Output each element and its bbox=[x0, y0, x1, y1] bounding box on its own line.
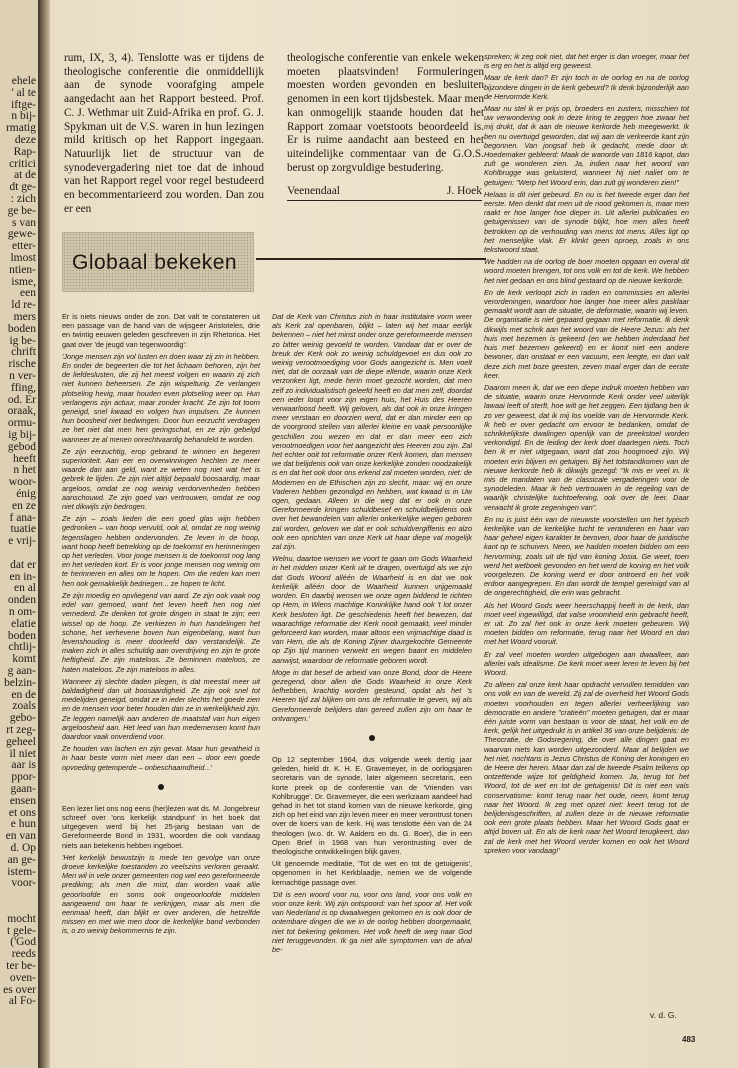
col3-quote-paragraph: Maar de kerk dan? Er zijn toch in de oorlog en na de oorlog bijzondere dingen in de kerk gebeurd? Ik denk bijzonderlijk aan de Hervormde Kerk. bbox=[484, 73, 689, 101]
facing-page-fragment: gaan- bbox=[10, 783, 36, 795]
facing-page-fragment: Rap- bbox=[13, 145, 36, 158]
facing-page-fragment: isme, bbox=[11, 275, 36, 288]
facing-page-fragment: ter be- bbox=[6, 960, 36, 972]
facing-page-fragment: rmatig bbox=[5, 122, 36, 135]
facing-page-fragment: oraak, bbox=[7, 405, 36, 418]
facing-page-fragment: f ana- bbox=[9, 511, 36, 524]
closing-initials: v. d. G. bbox=[650, 1010, 677, 1020]
facing-page-fragment: een bbox=[20, 287, 36, 300]
top-left-column: rum, IX, 3, 4). Tenslotte was er tijdens de theologische conferentie die onmiddellijk aan de synode voorafging ampele aangedacht aan het Rapport besteed. Prof. C. J. Wethmar uit Zuid-Afrika en prof. G. J. Spykman uit de V.S. waren in hun lezingen mild kritisch op het Rapport ingegaan. Natuurlijk liet de structuur van de synodevergadering niet toe dat de inhoud van het Rapport regel voor regel bestudeerd en becommentarieerd zou worden. Dan zou er een bbox=[64, 52, 264, 215]
facing-page-fragment: voor- bbox=[11, 877, 36, 890]
facing-page-fragment: boden bbox=[7, 322, 36, 335]
facing-page-fragment: aar is bbox=[11, 759, 36, 772]
section-title: Globaal bekeken bbox=[72, 251, 238, 274]
col2-quote-paragraph: 'Dit is een woord voor nu, voor ons land, voor ons volk en voor onze kerk. Wij zijn ontspoord: van het spoor af. Het volk van Nederland is op dwaalwegen gekomen en is ook door de ontembare dingen die we in de oorlog hebben doorgemaakt, niet tot bekering gekomen. Het volk heeft de weg naar God niet teruggevonden. Ik ga niet alle symptomen van de afval be- bbox=[272, 889, 472, 954]
col1-quote-paragraph: Ze zijn – zoals lieden die een goed glas wijn hebben gedronken – van hoop vervuld, ook al, omdat ze nog weinig tegenslagen hebben ondervonden. Ze leven in de hoop, want hoop heeft betrekking op de toekomst en herinneringen op het verleden. Voor jonge mensen is de toekomst nog lang en het verleden kort. Er is voor jonge mensen nog weinig om te herinneren en alles om te hopen. Om die reden kan men hen ook gemakkelijk bedriegen... ze hopen te licht. bbox=[62, 514, 260, 588]
facing-page-fragment: komt bbox=[12, 653, 36, 666]
facing-page-fragment: ld re- bbox=[11, 299, 36, 312]
facing-page-fragment: t gele- bbox=[6, 924, 36, 937]
facing-page-fragment: en van bbox=[5, 830, 36, 843]
col2-quote-paragraph: Dat de Kerk van Christus zich in haar institutaire vorm weer als Kerk zal openbaren, blijkt – laten wij het maar eerlijk bekennen – niet het minst onder onze gereformeerde mensen zo bitter weinig gevoeld te worden. Vandaar dat er over de breuk der Kerk ook zo weinig schuldgevoel en dus ook zo weinig verootmoediging voor Gods aangezicht is. Men voelt niet, dat de oorzaak van de diepe ellende, waarin onze Kerk verzonken ligt, mede herin moet gezocht worden, dat men zelf zo individualistisch geleefd heeft en dat men zelf, doordat een ieder loopt voor zijn eigen huis, het Huis des Heeren verwaarloosd heeft. Wij geloven, als dat ook in onze kringen meer verstaan en doorzien werd, dat er dan minder een op de voorgrond stellen van allerlei kleine en vaak persoonlijke geschillen zou wezen en dat er dan meer een zich verootmoedigen voor het aangezicht des Heeren zou zijn. Zal het echter ooit tot reformatie onzer Kerk komen, dan mensen we dat belijdenis ook van onze kerkelijke zonden noodzakelijk is en dat het ook door ons erkend zal moeten worden, niet: de Modernen en de Ethischen zijn zo slecht, maar: wij en onze Vaderen hebben gezondigd en hebben, wat kwaad is in Uw ogen, gedaan. Alleen in die weg dat er ook in onze Gereformeerde kringen schuldbesef en schuldbelijdenis ook over het bewandelen van allerlei onkerkelijke wegen geboren zal worden, geloven we dat er ook schuldvergiffenis en alzo ook een oprichten van onze Kerk uit haar diepe val mogelijk zal zijn. bbox=[272, 312, 472, 552]
col1-quote-paragraph: Ze houden van lachen en zijn gevat. Maar hun gevatheid is in haar beste vorm niet meer dan een – door een goede opvoeding getemperde – onbeschaamdheid...' bbox=[62, 744, 260, 772]
col3-quote-paragraph: En nu is juist één van de nieuwste voorstellen om het typisch kerkelijke van de kerkelijke tucht te veranderen en haar van haar geheel eigen karakter te beroven, door haar de juridische kant op te schuiven. Neen, we hadden moeten bidden om een hervorming, zoals uit de tijd van koning Josia. Ge weet, toen werd het wetboek gevonden en het werd de koning en het volk voorgelezen. De koning werd er door ontroerd en het volk erdoor aangegrepen. En dan wordt de tempel gereinigd van al de ongerechtigheid, die erin was gebracht. bbox=[484, 514, 689, 598]
col3-quote-paragraph: En de kerk verloopt zich in raden en commissies en allerlei verordeningen, waardoor hoe langer hoe meer alles pasklaar gemaakt wordt aan de situatie, de deformatie, waarin wij leven. De organisatie is niet gepaard gegaan met reformatie. Ik denk dikwijls met schrik aan het woord van de Heere Jezus: als het huis met bezemen is gekeerd (en we hebben inderdaad het huis met bezemen gekeerd) en er komt niet een andere bewoner, dan onstaat er een vacuum, een leegte, en dan valt deze zich met boze geesten, zeven maal erger dan de eerste keer. bbox=[484, 287, 689, 380]
facing-page-fragment: n het bbox=[13, 464, 36, 477]
facing-page-fragment: s van bbox=[12, 216, 36, 229]
article-column-2 bbox=[272, 312, 472, 957]
col1-quote-paragraph: Wanneer zij slechte daden plegen, is dat meestal meer uit baldadigheid dan uit boosaardigheid. Ze zijn ook snel tot medelijden geneigd, omdat ze in ieder slechts het goede zien en de mensen voor beter houden dan ze in werkelijkheid zijn. Ze leggen namelijk aan anderen de maatstaf van hun eigen argeloosheid aan. Het leed van hun medemensen komt hun daardoor vaak onverdiend voor. bbox=[62, 676, 260, 741]
col1-paragraph: Er is niets nieuws onder de zon. Dat valt te constateren uit een passage van de hand van de wijsgeer Aristoteles, drie en twintig eeuwen geleden geschreven in zijn Rhetorica. Het gaat over 'de jeugd van tegenwoordig': bbox=[62, 312, 260, 349]
facing-page-fragment: at de bbox=[13, 169, 36, 182]
facing-page-fragment: onden bbox=[7, 594, 36, 607]
signature-rule bbox=[287, 200, 482, 201]
facing-page-fragment: ig bij- bbox=[8, 429, 36, 441]
facing-page-fragment: ensen bbox=[9, 794, 36, 807]
col2-paragraph: Op 12 september 1964, dus volgende week dertig jaar geleden, hield dr. K. H. E. Gravemeyer, in de oorlogsjaren secretaris van de synode, later algemeen secretaris, een korte preek op de conferentie van de 'Vrienden van Kohlbrugge'. Dr. Gravemeyer, die een werkzaam aandeel had gehad in het tot stand komen van de nieuwe kerkorde, ging zich op het eind van zijn leven meer en meer verontrust tonen over de koers van de kerk. Hij was tenslotte één van de 24 theologen (w.o. dr. W. Aalders en ds. G. Boer), die in een Open Brief in 1968 van hun verontrusting over de theologische ontwikkelingen blijk gaven. bbox=[272, 754, 472, 856]
col3-quote-paragraph: Helaas is dit niet gebeurd. En nu is het tweede erger dan het eerste. Men denkt dat men uit de nood gekomen is, maar men raakt er hoe langer hoe dieper in. Uit allerlei publicaties en getuigenissen van de synode blijkt, hoe men alles heeft betrokken op de verhouding van mens tot mens. Alles ligt op het menselijke vlak. Er klinkt geen oproep, zoals in ons tekstwoord staat. bbox=[484, 189, 689, 255]
facing-page-fragment: al Fo- bbox=[8, 995, 36, 1008]
col2-paragraph: Uit genoemde meditatie, 'Tot de wet en tot de getuigenis', opgenomen in het Kerkblaadje, nemen we de volgende kernachtige passage over. bbox=[272, 859, 472, 887]
col3-quote-paragraph: spreken; ik zeg ook niet, dat het erger is dan vroeger, maar het is erg en het is altijd erg geweest. bbox=[484, 52, 689, 71]
signature bbox=[287, 185, 482, 197]
col1-quote-paragraph: 'Jonge mensen zijn vol lusten en doen waar zij zin in hebben. En onder de begeerten die tot het lichaam behoren, zijn het de liefdeslusten, die zij het meest volgen en waarin zij zich niet kunnen beheersen. Ze zijn wispelturig. Ze verlangen plotseling hevig, maar houden even plotseling weer op. Hun verlangens zijn actuur, maar zonder kracht. Ze zijn tot toorn geneigd, snel kwaad en volgen hun impulsen. Ze kunnen hun boosheid niet bedwingen. Door hun eerzucht verdragen ze het niet dat men hen geringschat, en ze zijn gebelgd wanneer ze al menen onrechtvaardig behandeld te worden. bbox=[62, 351, 260, 444]
facing-page-fragment: heeft bbox=[13, 452, 36, 465]
facing-page-fragment: en ze bbox=[12, 499, 36, 512]
facing-page-fragment: etter- bbox=[11, 240, 36, 253]
facing-page-fragment: gewe- bbox=[7, 228, 36, 241]
facing-page-fragment: rische bbox=[8, 358, 36, 371]
facing-page-fragment: il niet bbox=[9, 747, 36, 760]
col3-quote-paragraph: Daarom meen ik, dat we een diepe indruk moeten hebben van de situatie, waarin onze Hervormde Kerk onder veel uiterlijk lawaai leeft of sterft, hoe wilt ge het zeggen. Een tijdlang ben ik zo ver geweest, dat ik mij los voelde van de Hervormde Kerk. Ik heb er over gedacht om ervoor te bedanken, omdat de schrikkelijkste dwalingen openlijk van de preekstoel worden verkondigd. En de leiding der kerk doet daartegen niets. Toch ben ik er niet uitgegaan, want dat zou hoogmoed zijn. Wij moeten erin blijven en getuigen. Bij het totstandkomen van de nieuwe kerkorde heb ik dikwijls gezegd: "Ik mis er veel in. Ik mis de mandaten van de classicale vergaderingen voor de synodeleden. Maar ik heb vertrouwen in de regeling van de waarlijk christelijke tuchtoefening, ook over de leer. Daar verwacht ik grote zegeningen van". bbox=[484, 382, 689, 512]
col3-quote-paragraph: Maar nu stel ik er prijs op, broeders en zusters, misschien tot uw verwondering ook in deze kring te zeggen hoe zwaar het mij drukt, dat ik aan de nieuwe kerkorde heb meegewerkt. Ik ben nu overtuigd geworden, dat wij aan de verkeerde kant zijn begonnen. Van jongsaf heb ik gedacht, mede door dr. Hoedemaker gebleerd: Maak de wanorde van 1816 kapot, dan zult ge wonderen zien. Ja, indien naar het woord van Kohlbrugge was geluisterd, wanneer hij niet naliet om te getuigen: "Werp het Woord erin, dan zult gij wonderen zien!" bbox=[484, 104, 689, 187]
article-column-3 bbox=[484, 52, 689, 858]
facing-page-fragment: rt zeg- bbox=[6, 724, 36, 736]
facing-page-fragment: ge be- bbox=[7, 204, 36, 217]
facing-page-fragment: et ons bbox=[8, 806, 36, 819]
facing-page-fragment: boden bbox=[7, 629, 36, 642]
section-separator-dot bbox=[158, 784, 164, 790]
col1-quote-paragraph: Ze zijn moedig en opvliegend van aard. Ze zijn ook vaak nog edel van gemoed, want het leven heeft hen nog niet vernederd. Ze denken tot grote dingen in staat te zijn; een wissel op de hoop. Ze verkiezen in hun handelingen het schone, het verhevene boven hun eigenbelang, want hun levenshouding is meer doorleefd dan verstandelijk. Ze maken zich in alles schuldig aan overdrijving en zijn te grote heftigheid. Ze zijn mateloos. Ze beminnen mateloos, ze haten mateloos. Ze zijn mateloos in alles. bbox=[62, 590, 260, 674]
col2-quote-paragraph: Welnu, daartoe wensen we voort te gaan om Gods Waarheid in het midden onzer Kerk uit te dragen, overtuigd als we zijn dat Gods Woord alléén de Waarheid is en dat we ook kerkelijk alléén door de Waarheid kunnen vrijgemaakt worden. En daarbij wensen we onze ogen biddend te richten op Hem, in Wiens machtige Koninklijke hand ook 't lot onzer Kerk besloten ligt. De geschiedenis heeft het bewezen, dat waarachtige reformatie der Kerk nooit gemaakt, veel minder geforceerd kan worden, maar altoos een vrijmachtige daad is van Hem, die als de Koning Zijner duurgekochte Gemeente op Zijn tijd mannen verwekt en wegen baant en middelen aanwijst, waardoor de reformatie geboren wordt. bbox=[272, 554, 472, 665]
facing-page-fragment: e hun bbox=[10, 818, 36, 831]
col2-quote-paragraph: Moge in dat besef de arbeid van onze Bond, door de Heere gezegend, door allen die Gods Waarheid in onze Kerk liefhebben, krachtig worden gesteund, opdat als het 's Heeren tijd zal blijken om ons de reformatie te geven, wij als Gereformeerde belijders dan gereed zullen zijn om haar te ontvangen.' bbox=[272, 667, 472, 723]
facing-page-fragment: deze bbox=[14, 134, 36, 146]
facing-page-fragment: mers bbox=[13, 311, 36, 323]
facing-page-fragment: en in- bbox=[9, 570, 36, 583]
facing-page-fragment: e vrij- bbox=[8, 535, 36, 548]
signature-place: Veenendaal bbox=[287, 185, 340, 197]
facing-page-fragment: en de bbox=[11, 688, 36, 701]
facing-page-fragment: lmost bbox=[10, 252, 36, 264]
facing-page-fragment: en al bbox=[13, 582, 36, 595]
section-separator-dot bbox=[369, 735, 375, 741]
facing-page-fragment: énig bbox=[16, 488, 36, 500]
facing-page-fragment: chtlij- bbox=[8, 641, 36, 654]
facing-page-strip bbox=[0, 0, 38, 1068]
col1-quote-paragraph: Ze zijn eerzuchtig, erop gebrand te winnen en begeren superioriteit. Aan eer en overwinningen hechten ze meer waarde dan aan geld, want ze weten nog niet wat het is gebrek te lijden. Ze zijn niet altijd bepaald boosaardig, maar argeloos, omdat ze nog weinig verdorvenheden hebben aanschouwd. Ze zijn goed van vertrouwen, omdat ze nog niet dikwijls zijn bedrogen. bbox=[62, 446, 260, 512]
facing-page-fragment: ntien- bbox=[9, 263, 36, 276]
facing-page-fragment: mocht bbox=[7, 912, 36, 925]
col1-quote-paragraph: 'Het kerkelijk bewustzijn is mede ten gevolge van onze droeve kerkelijke toestanden zo veelszins verloren geraakt. Men wil in vele onzer gemeenten nog wel een gereformeerde prediking; als men die mist, dan worden vaak allie geoorloofde en soms ook ongeoorloofde middelen aangewend om haar te verkrijgen, maar als men die eenmaal heeft, dan blijkt er over anderen, die hetzelfde missen en met wie men door de kerkelijke band verbonden is, o zo weinig bekommernis te zijn. bbox=[62, 852, 260, 936]
col3-quote-paragraph: Er zal veel moeten worden uitgebogen aan dwaalleer, aan allerlei vals idealisme. De kerk moet weer leren te leven bij het Woord. bbox=[484, 649, 689, 677]
facing-page-fragment: dt ge- bbox=[9, 181, 36, 194]
page-number: 483 bbox=[682, 1035, 696, 1044]
facing-page-fragment: n ver- bbox=[9, 370, 36, 382]
facing-page-fragment: dat er bbox=[10, 558, 36, 571]
top-middle-column: theologische conferentie van enkele weken moeten plaatsvinden! Formuleringen moesten worden gevonden en besluiten genomen in een kort tijdsbestek. Maar men kan onmogelijk staande houden dat het Rapport zomaar voetstoots beoordeeld is. Er is ruime aandacht aan besteed en het uiteindelijke commentaar van de G.O.S. berust op zorgvuldige bestudering. bbox=[287, 52, 484, 174]
facing-page-fragment: tuatie bbox=[10, 523, 36, 536]
col3-quote-paragraph: We hadden na de oorlog de boer moeten opgaan en overal dit woord moeten brengen, tot ons volk en tot de kerk. We hebben het niet gedaan en ons blind gestaard op de nieuwe kerkorde. bbox=[484, 257, 689, 285]
col1-paragraph: Een lezer liet ons nog eens (her)lezen wat ds. M. Jongebreur schreef over 'ons kerkelijk standpunt' in het boek dat uitgegeven werd bij het 25-jarig bestaan van de Gereformeerde Bond in 1931, woorden die ook vandaag niets aan betekenis hebben ingeboet. bbox=[62, 803, 260, 850]
facing-page-fragment: g aan- bbox=[7, 665, 36, 677]
facing-page-fragment: ig be- bbox=[9, 334, 36, 347]
facing-page-fragment: iftge- bbox=[11, 98, 36, 111]
facing-page-fragment: ormu- bbox=[7, 417, 36, 430]
article-column-1 bbox=[62, 312, 260, 939]
facing-page-fragment: belzin- bbox=[4, 676, 36, 689]
title-rule bbox=[256, 258, 486, 260]
facing-page-fragment: ffing, bbox=[10, 381, 36, 394]
facing-page-fragment: gebod bbox=[7, 440, 36, 453]
facing-page-fragment: geheel bbox=[5, 735, 36, 748]
facing-page-fragment: ppor- bbox=[11, 771, 36, 784]
facing-page-fragment: oven- bbox=[9, 971, 36, 984]
facing-page-fragment: ' al te bbox=[11, 86, 36, 99]
facing-page-fragment: critici bbox=[9, 157, 36, 170]
facing-page-fragment: ehele bbox=[11, 75, 36, 87]
facing-page-fragment: reeds bbox=[11, 948, 36, 961]
col3-quote-paragraph: Als het Woord Gods weer heerschappij heeft in de kerk, dan moet veel ingewilligd, dat valse vroomheid erin gebracht heeft, er uit. Zo zal het ook in onze kerk moeten gebeuren. Wij moeten bidden om reformatie, terug naar het Woord en dan met het Woord vooruit. bbox=[484, 600, 689, 647]
facing-page-fragment: gebo- bbox=[9, 712, 36, 725]
facing-page-fragment: : zich bbox=[10, 193, 36, 205]
facing-page-fragment: istem- bbox=[7, 865, 36, 878]
facing-page-fragment: zoals bbox=[12, 700, 36, 713]
facing-page-fragment: od. Er bbox=[7, 393, 36, 406]
binding-gutter bbox=[38, 0, 50, 1068]
facing-page-fragment: d. Op bbox=[10, 842, 36, 854]
facing-page-fragment: an ge- bbox=[7, 853, 36, 866]
signature-name: J. Hoek bbox=[446, 185, 482, 197]
facing-page-fragment: woor- bbox=[8, 476, 36, 489]
facing-page-fragment: chrift bbox=[11, 346, 36, 359]
facing-page-fragment: n om- bbox=[8, 606, 36, 618]
col3-quote-paragraph: Zo alleen zal onze kerk haar opdracht vervullen temidden van ons volk en van de wereld. Zij zal de overheid het Woord Gods moeten voorhouden en tegen allerlei verheerlijking van democratie en andere "cratieën" moeten getuigen, dat er maar één juiste vorm van bestaan is voor de staat, het volk en de kerk, gelijk het uitgedrukt is in artikel 36 van onze belijdenis: de Theocratie, de Godsregering, die over alle dingen gaat en waarvan niets kan worden uitgezonderd. Maar al belijden we het niet, nochtans is Jezus Christus de Koning der koningen en de Heere der heren. Maar dan zal de tweede Psalm telkens op ontzettende wijze tot geldigheid komen. Ja, terug tot het Woord, tot de wet en tot de getuigenis! Dit is niet een vals conservatisme: komt terug naar het oude, neen, komt terug naar het Woord. Ik zeg met opzet niet: keert terug tot de belijdenisgeschriften, al zullen deze in de nieuwe reformatie ook een grote plaats hebben. Maar het Woord Gods gaat er altijd boven uit. En als de kerk naar het Woord terugkeert, dan zal de kerk met het Woord verder komen en ook het Woord spreken voor vandaag!' bbox=[484, 680, 689, 855]
facing-page-fragment: es over bbox=[3, 983, 36, 996]
facing-page-fragment: ('God bbox=[10, 936, 36, 949]
facing-page-fragment: elatie bbox=[11, 617, 36, 630]
facing-page-fragment: n bij- bbox=[11, 110, 36, 123]
